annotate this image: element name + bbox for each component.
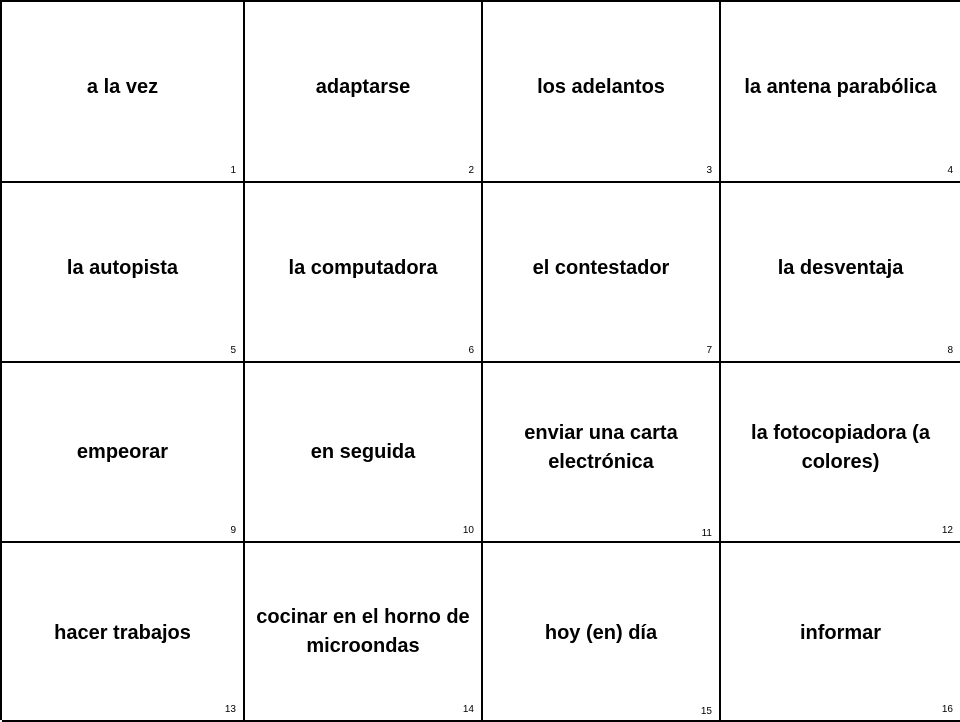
card-term: los adelantos: [537, 76, 665, 98]
card-number: 2: [468, 165, 474, 176]
card-term: informar: [799, 622, 882, 644]
card-number: 6: [468, 345, 474, 356]
card-number: 16: [941, 704, 953, 715]
card-term: la desventaja: [777, 257, 904, 279]
card-number: 13: [224, 704, 236, 715]
card-number: 15: [700, 706, 712, 717]
card-5: [2, 183, 245, 363]
card-term: la autopista: [66, 257, 179, 279]
card-7: [483, 183, 721, 363]
card-8: [721, 183, 960, 363]
card-term: enviar una carta electrónica: [524, 422, 678, 473]
card-12: [721, 363, 960, 543]
card-10: [245, 363, 483, 543]
card-number: 4: [947, 165, 953, 176]
card-13: [2, 543, 245, 722]
card-term: el contestador: [532, 257, 670, 279]
card-number: 1: [230, 165, 236, 176]
card-3: [483, 2, 721, 183]
card-number: 12: [941, 525, 953, 536]
card-number: 5: [230, 345, 236, 356]
card-term: empeorar: [76, 440, 169, 463]
card-11: [483, 363, 721, 543]
card-number: 10: [462, 525, 474, 536]
card-term: la antena parabólica: [744, 76, 937, 98]
card-number: 7: [706, 345, 712, 356]
card-number: 14: [462, 704, 474, 715]
card-term: la computadora: [288, 257, 438, 279]
card-term: en seguida: [310, 440, 416, 463]
card-number: 9: [230, 525, 236, 536]
card-term: hacer trabajos: [54, 622, 191, 644]
card-1: [2, 2, 245, 183]
card-number: 3: [706, 165, 712, 176]
card-number: 11: [701, 528, 712, 539]
card-16: [721, 543, 960, 722]
card-term: adaptarse: [315, 76, 411, 98]
card-term: a la vez: [86, 76, 159, 98]
card-6: [245, 183, 483, 363]
card-4: [721, 2, 960, 183]
card-number: 8: [947, 345, 953, 356]
card-term: hoy (en) día: [544, 622, 658, 644]
card-term: la fotocopiadora (a colores): [751, 422, 930, 473]
card-15: [483, 543, 721, 722]
card-14: [245, 543, 483, 722]
card-9: [2, 363, 245, 543]
card-term: cocinar en el horno de microondas: [256, 605, 470, 657]
card-2: [245, 2, 483, 183]
